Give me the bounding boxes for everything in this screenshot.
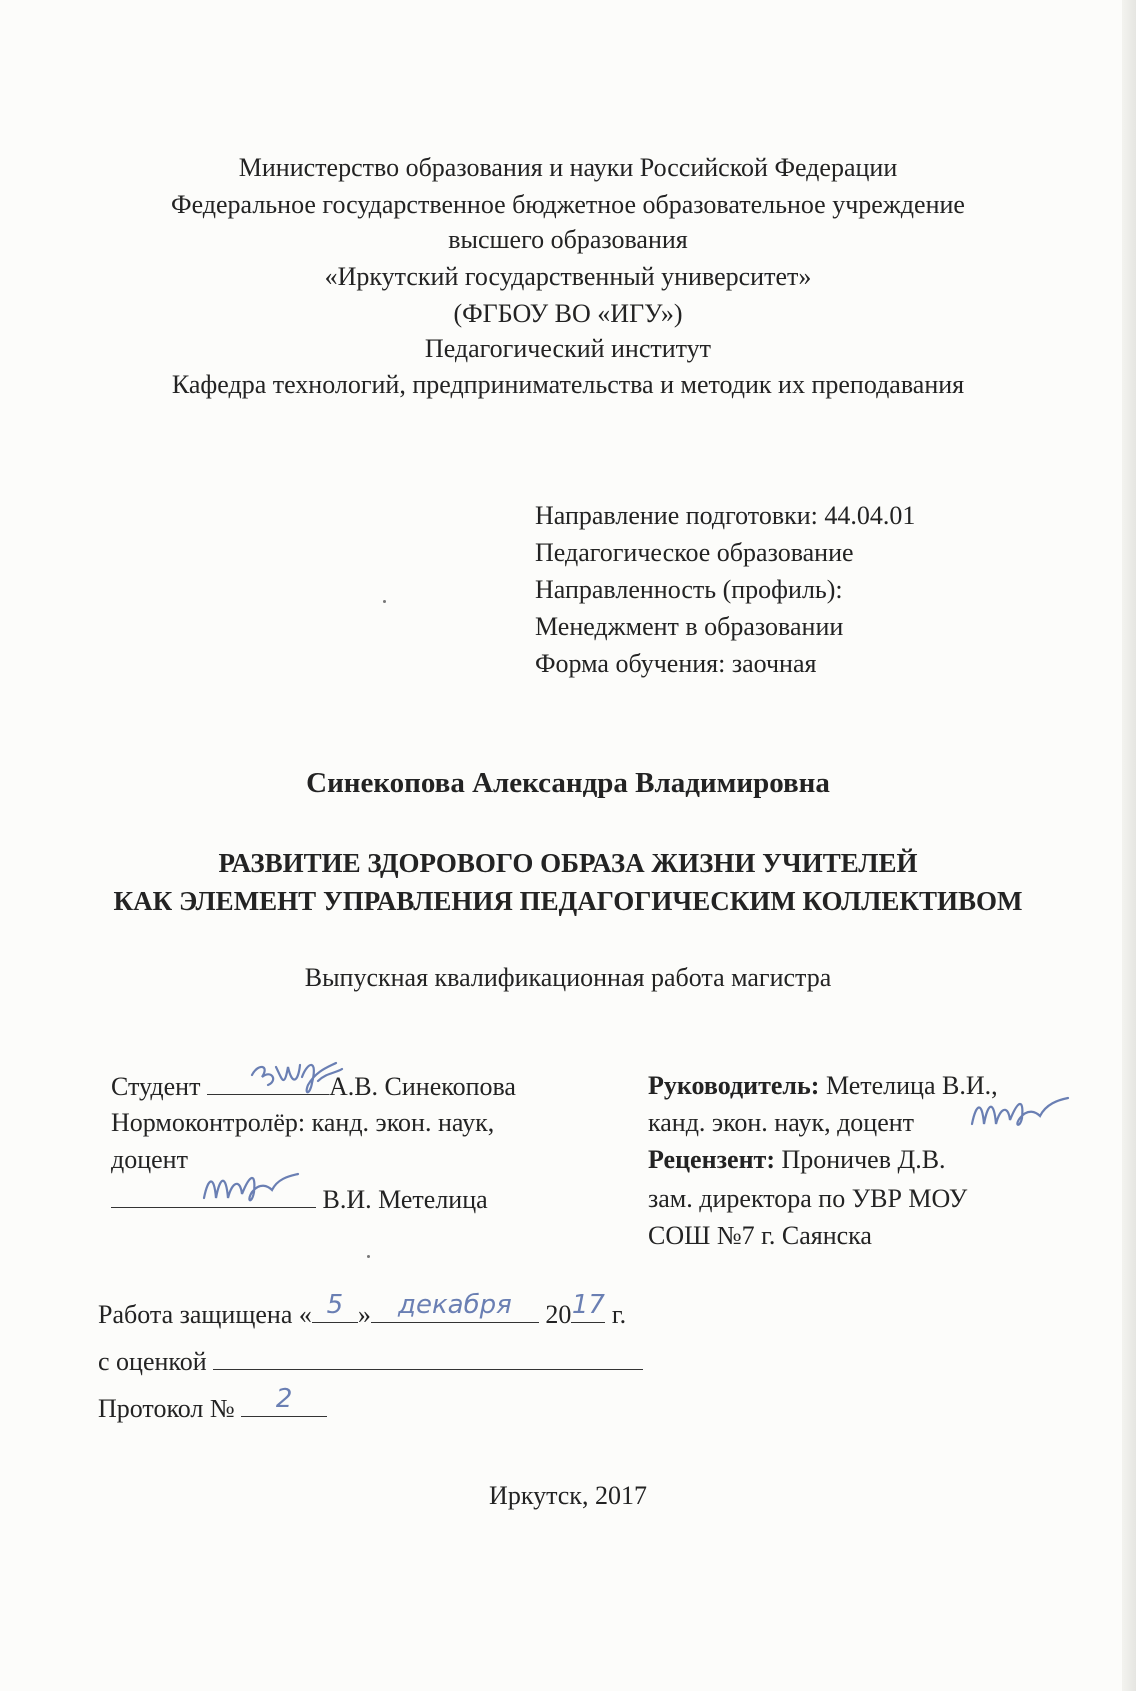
student-name: А.В. Синекопова [328,1072,516,1101]
work-type: Выпускная квалификационная работа магистра [304,963,832,992]
supervisor-name: Метелица В.И., [825,1071,998,1100]
reviewer-position: зам. директора по УВР МОУ [648,1184,968,1213]
supervisor-label: Руководитель: [648,1071,820,1100]
defense-quote-close: » [357,1300,371,1329]
city-year: Иркутск, 2017 [489,1481,647,1510]
reviewer-line [648,1144,946,1176]
normcontrol-line-2: доцент [111,1145,188,1174]
grade-blank [213,1345,643,1370]
student-label: Студент [111,1072,201,1101]
defense-year-end: г. [611,1300,627,1329]
defense-year-suffix: 17 [571,1290,605,1320]
defense-day-blank [312,1290,358,1323]
university-abbrev-line: (ФГБОУ ВО «ИГУ») [453,299,683,328]
defense-day: 5 [326,1290,344,1320]
defense-label: Работа защищена « [98,1300,312,1329]
institute-line: Педагогический институт [424,334,712,363]
defense-year-blank [571,1290,605,1323]
normcontrol-line-1: Нормоконтролёр: канд. экон. наук, [111,1108,495,1137]
program-profile-label: Направленность (профиль): [535,575,843,604]
supervisor-signature [968,1092,1073,1132]
protocol-number-blank [241,1384,327,1417]
thesis-title-line-1: РАЗВИТИЕ ЗДОРОВОГО ОБРАЗА ЖИЗНИ УЧИТЕЛЕЙ [218,848,918,878]
grade-label: с оценкой [98,1347,207,1376]
reviewer-label: Рецензент: [648,1145,775,1174]
defense-line [98,1290,627,1331]
normcontrol-name: В.И. Метелица [322,1185,488,1214]
grade-line [98,1345,643,1378]
study-form: Форма обучения: заочная [535,649,817,678]
reviewer-organization: СОШ №7 г. Саянска [648,1221,872,1250]
institution-type-line: Федеральное государственное бюджетное образовательное учреждение [171,190,965,219]
supervisor-line [648,1070,998,1102]
scan-speck [367,1255,370,1258]
defense-month-blank [371,1290,539,1323]
education-level-line: высшего образования [448,225,688,254]
student-signature [248,1055,348,1103]
reviewer-name: Проничев Д.В. [781,1145,946,1174]
program-profile-value: Менеджмент в образовании [535,612,844,641]
author-name: Синекопова Александра Владимировна [306,767,830,799]
program-direction: Направление подготовки: 44.04.01 [535,501,916,530]
ministry-line: Министерство образования и науки Российской Федерации [238,153,898,182]
department-line: Кафедра технологий, предпринимательства и методик их преподавания [171,370,965,399]
thesis-title-line-2: КАК ЭЛЕМЕНТ УПРАВЛЕНИЯ ПЕДАГОГИЧЕСКИМ КОЛЛЕКТИВОМ [113,886,1023,916]
program-name: Педагогическое образование [535,538,854,567]
university-name-line: «Иркутский государственный университет» [324,262,812,291]
normcontrol-signature [198,1168,303,1208]
defense-year-prefix: 20 [545,1300,572,1329]
defense-month: декабря [397,1290,512,1320]
supervisor-degree: канд. экон. наук, доцент [648,1108,915,1137]
scan-speck [383,600,386,603]
protocol-label: Протокол № [98,1394,235,1423]
protocol-number: 2 [275,1384,293,1414]
protocol-line [98,1384,327,1425]
